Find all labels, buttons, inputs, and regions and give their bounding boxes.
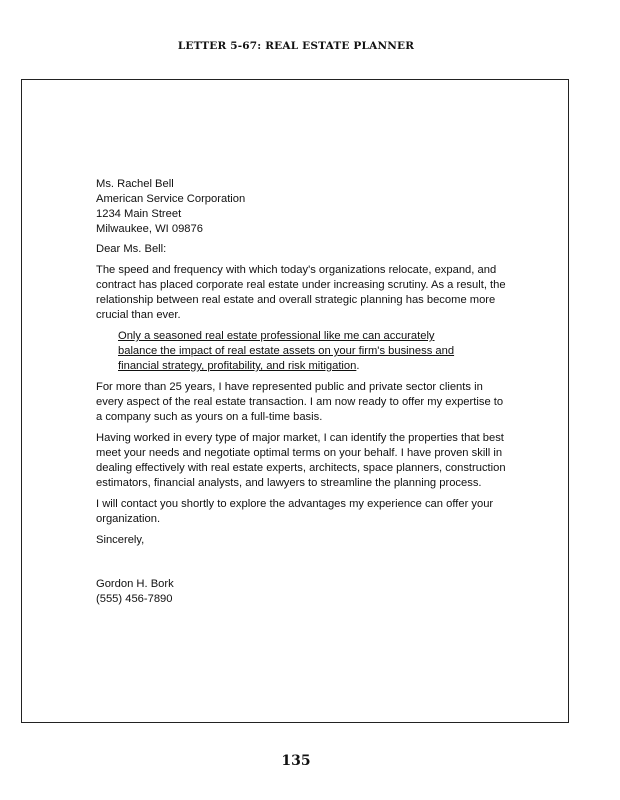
recipient-company: American Service Corporation [96, 193, 246, 205]
recipient-address [96, 177, 506, 237]
page-number: 135 [281, 753, 311, 769]
signature-block [96, 577, 506, 607]
recipient-city: Milwaukee, WI 09876 [96, 223, 203, 235]
sender-phone: (555) 456-7890 [96, 593, 173, 605]
paragraph-followup: I will contact you shortly to explore the advantages my experience can offer your organization. [96, 498, 494, 525]
highlight-statement [118, 329, 463, 374]
page-title: LETTER 5-67: REAL ESTATE PLANNER [177, 40, 415, 52]
recipient-name: Ms. Rachel Bell [96, 178, 174, 190]
closing: Sincerely, [96, 534, 145, 546]
letter-body [96, 177, 506, 607]
paragraph-intro: The speed and frequency with which today's organizations relocate, expand, and contract has placed corporate real estate under increasing scrutiny. As a result, the relationship between real estate and overall strategic planning has become more crucial than ever. [96, 264, 506, 321]
highlight-period: . [356, 360, 360, 372]
recipient-street: 1234 Main Street [96, 208, 182, 220]
sender-name: Gordon H. Bork [96, 578, 174, 590]
paragraph-skills: Having worked in every type of major market, I can identify the properties that best meet your needs and negotiate optimal terms on your behalf. I have proven skill in dealing effectively with real estate experts, architects, space planners, construction estimators, financial analysts, and lawyers to streamline the planning process. [96, 432, 506, 489]
highlight-underlined-text: Only a seasoned real estate professional like me can accurately balance the impact of real estate assets on your firm's business and financial strategy, profitability, and risk mitigation [118, 330, 455, 372]
salutation: Dear Ms. Bell: [96, 243, 167, 255]
paragraph-experience: For more than 25 years, I have represented public and private sector clients in every aspect of the real estate transaction. I am now ready to offer my expertise to a company such as yours on a full-time basis. [96, 381, 504, 423]
